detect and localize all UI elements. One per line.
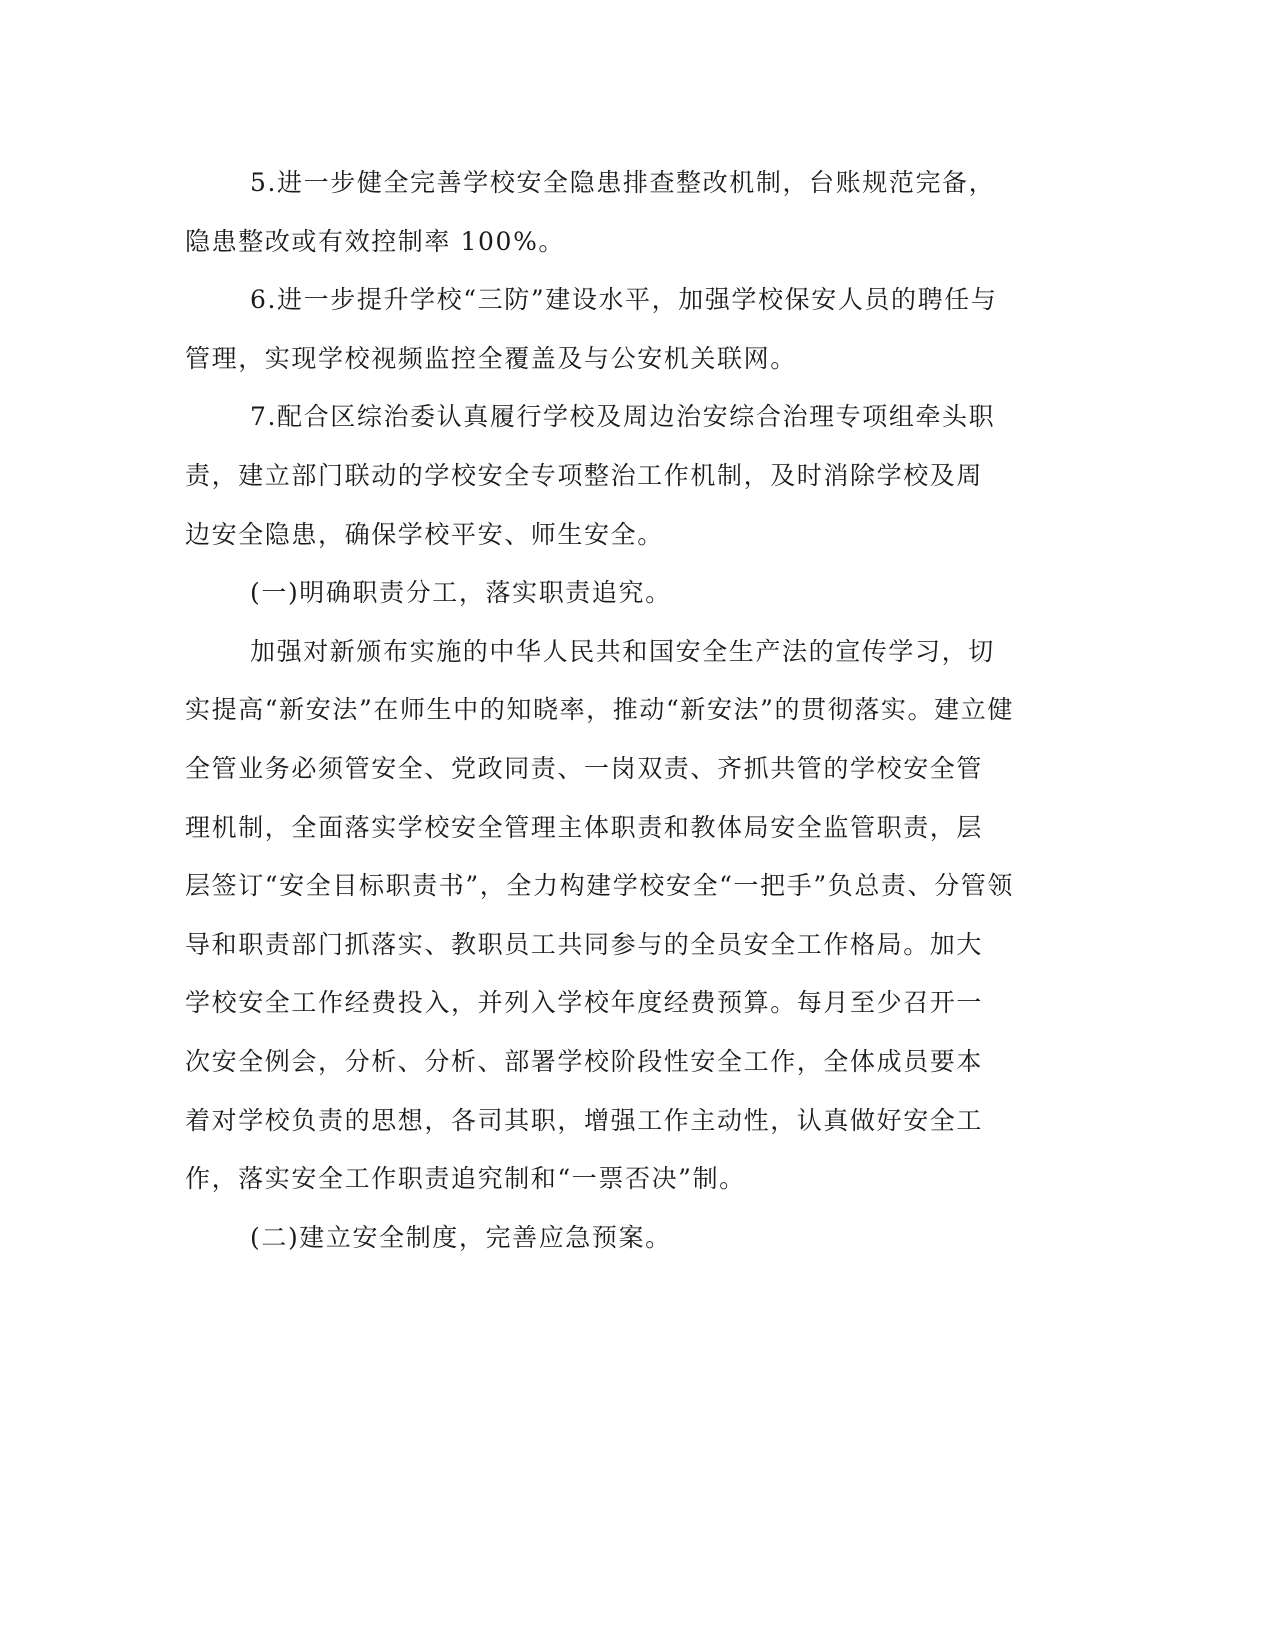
document-body [185, 154, 1065, 1267]
paragraph-line: 7.配合区综治委认真履行学校及周边治安综合治理专项组牵头职 [250, 402, 996, 432]
section-heading-2 [185, 1209, 1065, 1268]
paragraph-line: 层签订“安全目标职责书”，全力构建学校安全“一把手”负总责、分管领 [185, 871, 1014, 901]
paragraph-line: 5.进一步健全完善学校安全隐患排查整改机制，台账规范完备， [250, 168, 996, 197]
paragraph-line: 学校安全工作经费投入，并列入学校年度经费预算。每月至少召开一 [185, 988, 984, 1018]
paragraph-line: 边安全隐患，确保学校平安、师生安全。 [185, 519, 664, 549]
paragraph-item-7 [185, 388, 1065, 564]
section-heading-text: (二)建立安全制度，完善应急预案。 [250, 1222, 672, 1252]
paragraph-line: 6.进一步提升学校“三防”建设水平，加强学校保安人员的聘任与 [250, 285, 998, 315]
paragraph-line: 责，建立部门联动的学校安全专项整治工作机制，及时消除学校及周 [185, 460, 984, 490]
paragraph-line: 着对学校负责的思想，各司其职，增强工作主动性，认真做好安全工 [185, 1105, 984, 1135]
section-heading-1 [185, 564, 1065, 623]
paragraph-line: 次安全例会，分析、分析、部署学校阶段性安全工作，全体成员要本 [185, 1046, 984, 1076]
paragraph-line: 加强对新颁布实施的中华人民共和国安全生产法的宣传学习，切 [250, 636, 995, 666]
paragraph-line: 全管业务必须管安全、党政同责、一岗双责、齐抓共管的学校安全管 [185, 753, 984, 783]
paragraph-line: 导和职责部门抓落实、教职员工共同参与的全员安全工作格局。加大 [185, 929, 984, 959]
section-heading-text: (一)明确职责分工，落实职责追究。 [250, 578, 672, 608]
paragraph-item-6 [185, 271, 1065, 388]
paragraph-body [185, 623, 1065, 1209]
paragraph-line: 实提高“新安法”在师生中的知晓率，推动“新安法”的贯彻落实。建立健 [185, 695, 1014, 725]
paragraph-item-5 [185, 154, 1065, 271]
paragraph-line: 作，落实安全工作职责追究制和“一票否决”制。 [185, 1164, 746, 1194]
paragraph-line: 管理，实现学校视频监控全覆盖及与公安机关联网。 [185, 343, 797, 373]
paragraph-line: 理机制，全面落实学校安全管理主体职责和教体局安全监管职责，层 [185, 812, 984, 842]
paragraph-line: 隐患整改或有效控制率 100%。 [185, 226, 566, 256]
